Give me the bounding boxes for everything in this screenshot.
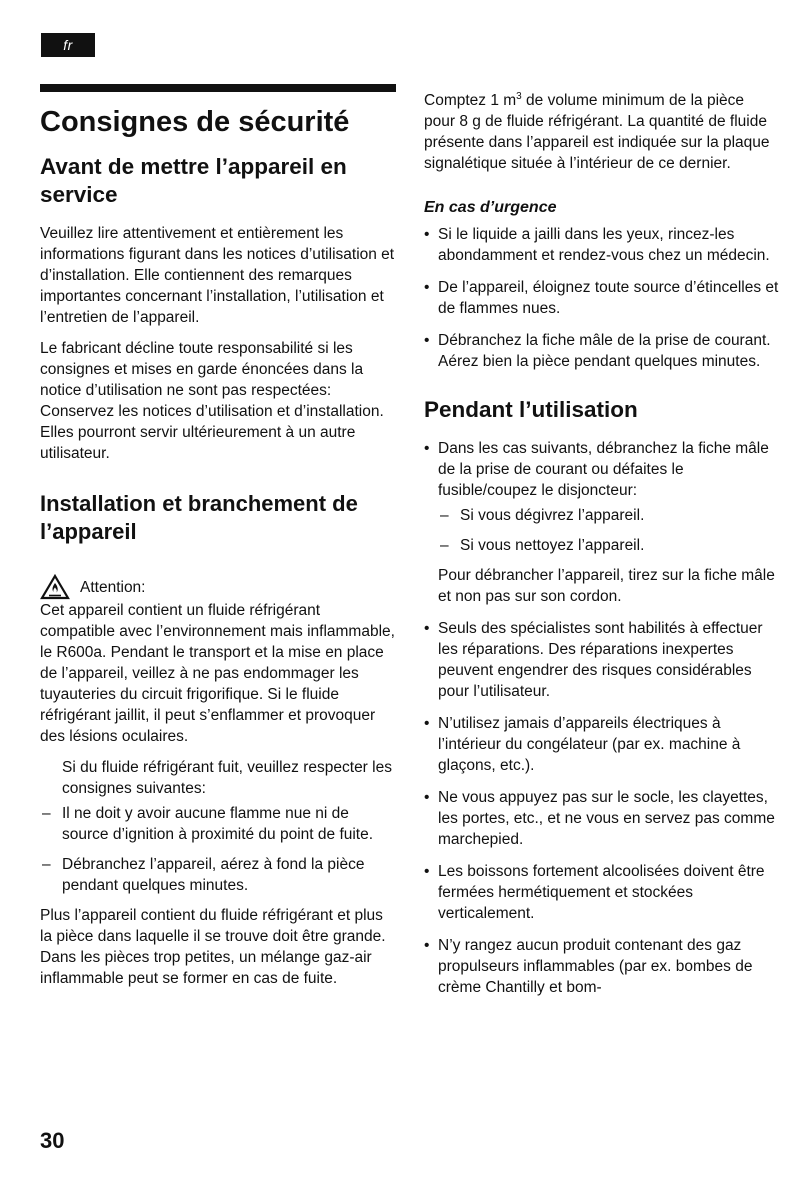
- list-item: – Si vous dégivrez l’appareil.: [438, 505, 779, 526]
- paragraph-room-volume: [424, 86, 779, 174]
- room-volume-text: Comptez 1 m: [424, 92, 517, 110]
- list-item: • Seuls des spécialistes sont habilités à effectuer les réparations. Des réparations inexpertes peuvent engendrer des risques considérables pour l’utilisateur.: [424, 618, 779, 702]
- left-column: [40, 84, 396, 989]
- list-item: • Ne vous appuyez pas sur le socle, les clayettes, les portes, etc., et ne vous en servez pas comme marchepied.: [424, 787, 779, 850]
- section-heading-before-use: Avant de mettre l’appareil en service: [40, 154, 347, 207]
- heading-rule: [40, 84, 396, 92]
- list-item: • De l’appareil, éloignez toute source d’étincelles et de flammes nues.: [424, 277, 779, 319]
- list-item: – Si vous nettoyez l’appareil.: [438, 535, 779, 556]
- list-item: • N’utilisez jamais d’appareils électriques à l’intérieur du congélateur (par ex. machine à glaçons, etc.).: [424, 713, 779, 776]
- usage-note-unplug: Pour débrancher l’appareil, tirez sur la fiche mâle et non pas sur son cordon.: [438, 567, 775, 606]
- language-badge: fr: [41, 33, 95, 57]
- emergency-heading: En cas d’urgence: [424, 199, 557, 217]
- paragraph-refrigerant: Cet appareil contient un fluide réfrigérant compatible avec l’environnement mais inflammable, le R600a. Pendant le transport et la mise en place de l’appareil, veillez à ne pas endommager les tuyauteries du circuit frigorifique. Si le fluide réfrigérant jaillit, il peut s’enflammer et provoquer des lésions oculaires.: [40, 602, 395, 745]
- right-column: [424, 86, 779, 1009]
- list-item: • Si le liquide a jailli dans les yeux, rincez-les abondamment et rendez-vous chez un médecin.: [424, 224, 779, 266]
- paragraph-room-size: Plus l’appareil contient du fluide réfrigérant et plus la pièce dans laquelle il se trouve doit être grande. Dans les pièces trop petites, un mélange gaz-air inflammable peut se former en cas de fuite.: [40, 907, 386, 987]
- unplug-cases-list: [438, 505, 779, 556]
- room-volume-text-rest: de volume minimum de la pièce pour 8 g de fluide réfrigérant. La quantité de fluide présente dans l’appareil est indiquée sur la plaque signalétique située à l’intérieur de ce dernier.: [424, 92, 770, 173]
- attention-label: Attention:: [80, 578, 146, 596]
- list-item: – Débranchez l’appareil, aérez à fond la pièce pendant quelques minutes.: [40, 854, 396, 896]
- list-item: • N’y rangez aucun produit contenant des gaz propulseurs inflammables (par ex. bombes de crème Chantilly et bom-: [424, 935, 779, 998]
- paragraph-keep-instructions: Conservez les notices d’utilisation et d’installation. Elles pourront servir ultérieurement à un autre utilisateur.: [40, 403, 384, 462]
- attention-callout: [40, 574, 396, 600]
- paragraph-read-instructions: Veuillez lire attentivement et entièrement les informations figurant dans les notices d’utilisation et d’installation. Elle contiennent des remarques importantes concernant l’installation, l’utilisation et l’entretien de l’appareil.: [40, 225, 395, 326]
- paragraph-leak-instructions: Si du fluide réfrigérant fuit, veuillez respecter les consignes suivantes:: [62, 759, 392, 797]
- list-item: • Les boissons fortement alcoolisées doivent être fermées hermétiquement et stockées verticalement.: [424, 861, 779, 924]
- section-heading-installation: Installation et branchement de l’appareil: [40, 491, 358, 544]
- usage-item-unplug: • Dans les cas suivants, débranchez la fiche mâle de la prise de courant ou défaites le fusible/coupez le disjoncteur:: [438, 440, 769, 500]
- section-heading-during-use: Pendant l’utilisation: [424, 397, 638, 423]
- page-title: Consignes de sécurité: [40, 106, 350, 138]
- leak-steps-list: [40, 803, 396, 896]
- usage-list: [424, 438, 779, 998]
- list-item: • Débranchez la fiche mâle de la prise de courant. Aérez bien la pièce pendant quelques minutes.: [424, 330, 779, 372]
- page-number: 30: [40, 1128, 65, 1153]
- flammable-warning-icon: [40, 574, 70, 600]
- superscript-exponent: 3: [516, 91, 522, 102]
- list-item: – Il ne doit y avoir aucune flamme nue ni de source d’ignition à proximité du point de fuite.: [40, 803, 396, 845]
- emergency-list: [424, 224, 779, 372]
- paragraph-liability: Le fabricant décline toute responsabilité si les consignes et mises en garde énoncées dans la notice d’utilisation ne sont pas respectées:: [40, 340, 364, 399]
- list-item: [424, 438, 779, 607]
